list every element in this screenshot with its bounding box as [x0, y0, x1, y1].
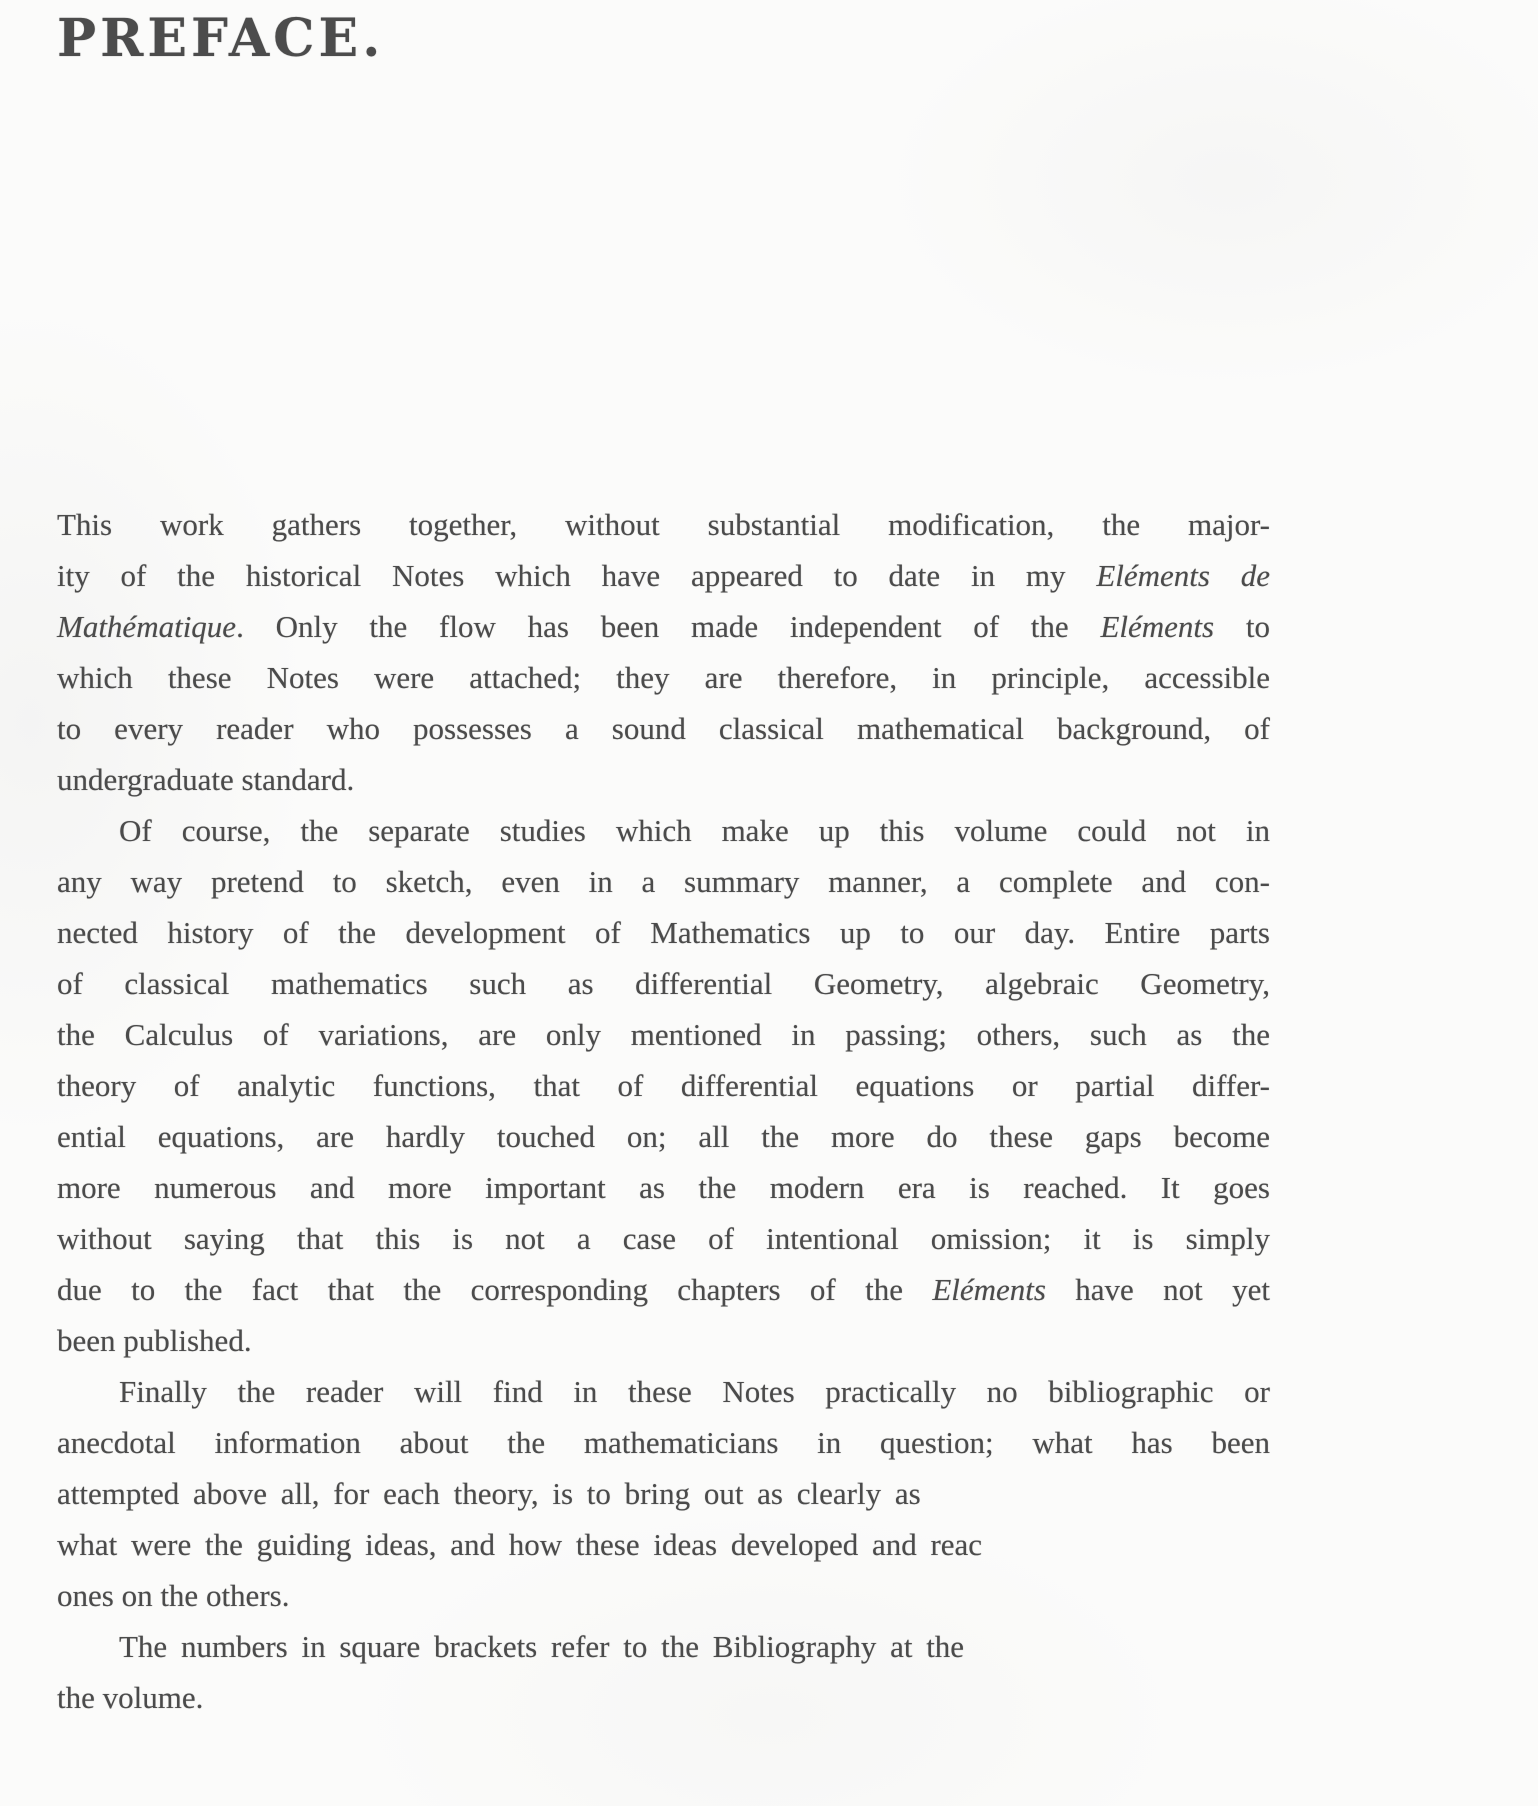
- text-segment: This work gathers together, without substantial modification, the major-: [57, 507, 1270, 542]
- text-segment: the Calculus of variations, are only mentioned in passing; others, such as the: [57, 1017, 1270, 1052]
- text-line: [57, 1264, 1270, 1315]
- text-line: [57, 754, 1270, 805]
- text-line: [57, 907, 1270, 958]
- text-segment: have not yet: [1045, 1272, 1270, 1307]
- text-line: [57, 1213, 1270, 1264]
- page-title: PREFACE.: [57, 8, 385, 69]
- text-line: [57, 1060, 1270, 1111]
- text-line: [57, 1519, 1270, 1570]
- paragraph: [57, 499, 1270, 805]
- text-line: [57, 1111, 1270, 1162]
- text-segment: without saying that this is not a case of intentional omission; it is simply: [57, 1221, 1270, 1256]
- text-segment: to: [1214, 609, 1270, 644]
- text-segment: anecdotal information about the mathematicians in question; what has been: [57, 1425, 1270, 1460]
- text-segment: theory of analytic functions, that of differential equations or partial differ-: [57, 1068, 1270, 1103]
- text-line: [57, 703, 1270, 754]
- text-line: [57, 1672, 1270, 1723]
- text-segment: ential equations, are hardly touched on; all the more do these gaps become: [57, 1119, 1270, 1154]
- paragraph: [57, 1621, 1270, 1723]
- text-segment: nected history of the development of Mathematics up to our day. Entire parts: [57, 915, 1270, 950]
- text-segment: what were the guiding ideas, and how these ideas developed and reac: [57, 1527, 983, 1562]
- text-segment: undergraduate standard.: [57, 762, 355, 797]
- text-line: [57, 805, 1270, 856]
- text-segment: which these Notes were attached; they are therefore, in principle, accessible: [57, 660, 1270, 695]
- text-line: [57, 1315, 1270, 1366]
- text-segment: more numerous and more important as the modern era is reached. It goes: [57, 1170, 1270, 1205]
- text-line: [57, 499, 1270, 550]
- text-segment: been published.: [57, 1323, 252, 1358]
- paragraph: [57, 1366, 1270, 1621]
- italic-text-segment: Mathématique: [57, 609, 237, 644]
- text-line: [57, 1570, 1270, 1621]
- text-segment: Finally the reader will find in these Notes practically no bibliographic or: [119, 1374, 1270, 1409]
- text-segment: . Only the flow has been made independent of the: [236, 609, 1101, 644]
- italic-text-segment: Eléments: [932, 1272, 1046, 1307]
- text-line: [57, 550, 1270, 601]
- text-line: [57, 1468, 1270, 1519]
- text-segment: to every reader who possesses a sound classical mathematical background, of: [57, 711, 1270, 746]
- text-segment: attempted above all, for each theory, is to bring out as clearly as: [57, 1476, 921, 1511]
- text-line: [57, 1621, 1270, 1672]
- italic-text-segment: Eléments de: [1096, 558, 1271, 593]
- text-line: [57, 856, 1270, 907]
- italic-text-segment: Eléments: [1100, 609, 1215, 644]
- text-segment: the volume.: [57, 1680, 204, 1715]
- text-line: [57, 958, 1270, 1009]
- text-segment: ones on the others.: [57, 1578, 290, 1613]
- text-line: [57, 652, 1270, 703]
- text-segment: of classical mathematics such as differential Geometry, algebraic Geometry,: [57, 966, 1270, 1001]
- text-segment: Of course, the separate studies which make up this volume could not in: [119, 813, 1270, 848]
- preface-body: [57, 499, 1270, 1723]
- text-segment: The numbers in square brackets refer to the Bibliography at the: [119, 1629, 965, 1664]
- text-line: [57, 1417, 1270, 1468]
- text-segment: ity of the historical Notes which have appeared to date in my: [57, 558, 1097, 593]
- text-line: [57, 1366, 1270, 1417]
- text-line: [57, 1162, 1270, 1213]
- text-segment: due to the fact that the corresponding chapters of the: [57, 1272, 933, 1307]
- paragraph: [57, 805, 1270, 1366]
- text-segment: any way pretend to sketch, even in a summary manner, a complete and con-: [57, 864, 1270, 899]
- text-line: [57, 1009, 1270, 1060]
- text-line: [57, 601, 1270, 652]
